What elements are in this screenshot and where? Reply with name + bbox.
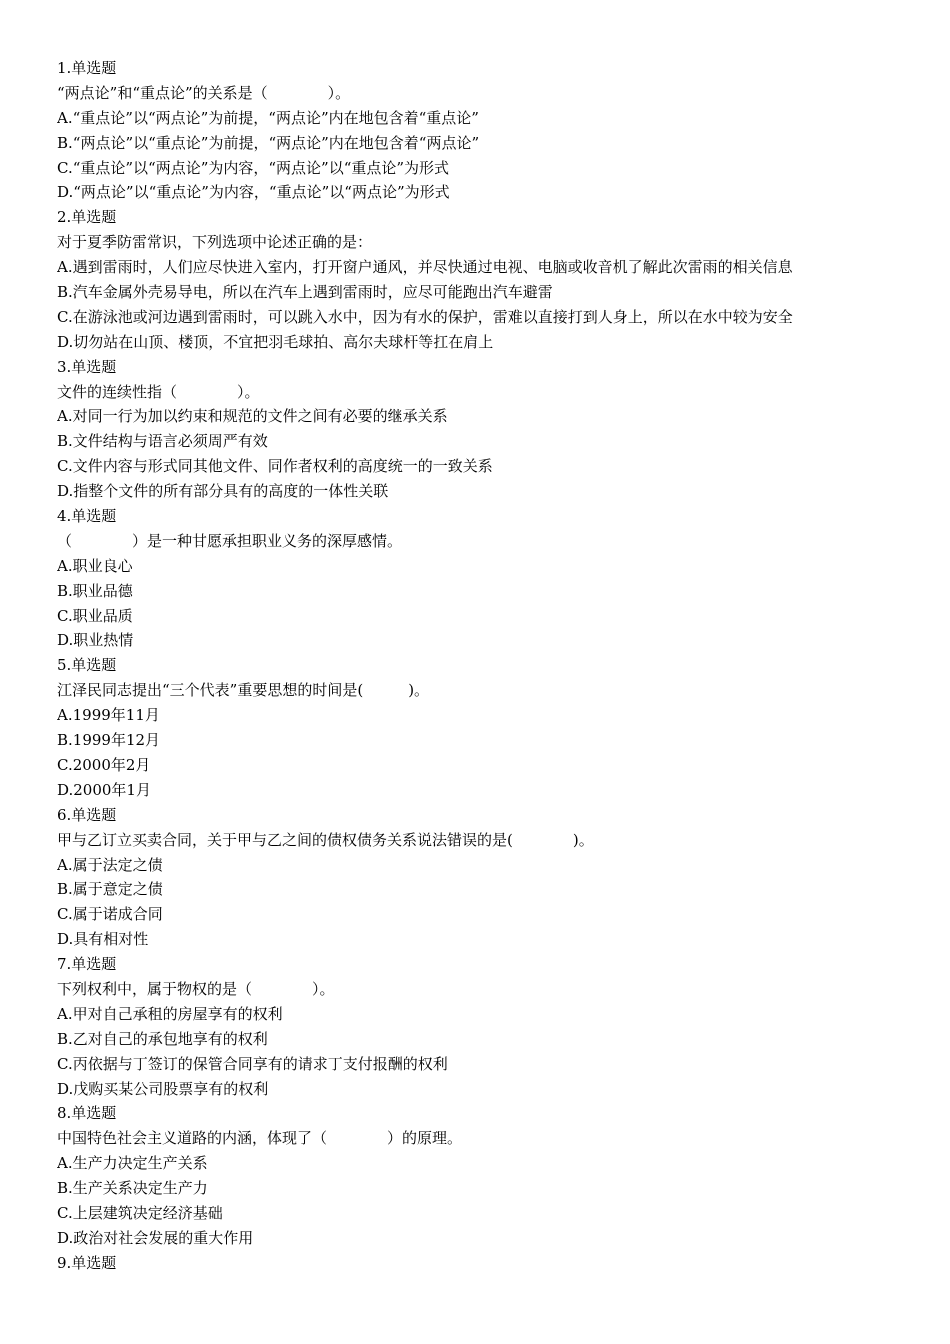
question-9 — [57, 1251, 907, 1276]
option-a: A.甲对自己承租的房屋享有的权利 — [57, 1004, 283, 1023]
question-header: 7.单选题 — [57, 955, 117, 974]
question-7 — [57, 952, 907, 1101]
option-d: D.政治对社会发展的重大作用 — [57, 1228, 254, 1247]
question-stem: 甲与乙订立买卖合同，关于甲与乙之间的债权债务关系说法错误的是( )。 — [57, 830, 594, 849]
option-a: A.1999年11月 — [57, 706, 160, 725]
option-b: B.1999年12月 — [57, 731, 161, 750]
question-header: 5.单选题 — [57, 656, 117, 675]
option-d: D.2000年1月 — [57, 780, 151, 799]
option-b: B.职业品德 — [57, 581, 133, 600]
question-document — [57, 56, 907, 1276]
option-c: C.“重点论”以“两点论”为内容，“两点论”以“重点论”为形式 — [57, 158, 450, 177]
question-stem: 中国特色社会主义道路的内涵，体现了（ ）的原理。 — [57, 1129, 463, 1148]
question-stem: “两点论”和“重点论”的关系是（ ）。 — [57, 83, 351, 102]
option-b: B.汽车金属外壳易导电，所以在汽车上遇到雷雨时，应尽可能跑出汽车避雷 — [57, 283, 553, 302]
option-d: D.切勿站在山顶、楼顶，不宜把羽毛球拍、高尔夫球杆等扛在肩上 — [57, 332, 494, 351]
option-d: D.戊购买某公司股票享有的权利 — [57, 1079, 269, 1098]
option-b: B.乙对自己的承包地享有的权利 — [57, 1029, 268, 1048]
option-d: D.指整个文件的所有部分具有的高度的一体性关联 — [57, 482, 389, 501]
option-b: B.文件结构与语言必须周严有效 — [57, 432, 268, 451]
question-header: 3.单选题 — [57, 357, 117, 376]
question-header: 4.单选题 — [57, 507, 117, 526]
option-a: A.遇到雷雨时，人们应尽快进入室内，打开窗户通风，并尽快通过电视、电脑或收音机了解此次雷雨的相关信息 — [57, 258, 793, 277]
option-c: C.属于诺成合同 — [57, 905, 163, 924]
question-stem: 文件的连续性指（ ）。 — [57, 382, 260, 401]
option-c: C.上层建筑决定经济基础 — [57, 1203, 223, 1222]
question-header: 8.单选题 — [57, 1104, 117, 1123]
option-b: B.生产关系决定生产力 — [57, 1179, 208, 1198]
option-a: A.对同一行为加以约束和规范的文件之间有必要的继承关系 — [57, 407, 448, 426]
option-b: B.属于意定之债 — [57, 880, 163, 899]
question-3 — [57, 355, 907, 504]
question-stem: 对于夏季防雷常识，下列选项中论述正确的是： — [57, 233, 373, 252]
question-2 — [57, 205, 907, 354]
question-header: 1.单选题 — [57, 59, 117, 77]
option-b: B.“两点论”以“重点论”为前提，“两点论”内在地包含着“两点论” — [57, 133, 480, 152]
option-c: C.在游泳池或河边遇到雷雨时，可以跳入水中，因为有水的保护，雷难以直接打到人身上，所以在水中较为安全 — [57, 307, 793, 326]
question-1 — [57, 56, 907, 205]
question-header: 9.单选题 — [57, 1253, 117, 1272]
question-stem: 下列权利中，属于物权的是（ ）。 — [57, 979, 335, 998]
question-stem: （ ）是一种甘愿承担职业义务的深厚感情。 — [57, 531, 403, 550]
option-a: A.生产力决定生产关系 — [57, 1154, 208, 1173]
option-d: D.“两点论”以“重点论”为内容，“重点论”以“两点论”为形式 — [57, 183, 450, 202]
option-d: D.职业热情 — [57, 631, 134, 650]
option-a: A.“重点论”以“两点论”为前提，“两点论”内在地包含着“重点论” — [57, 108, 479, 127]
question-header: 2.单选题 — [57, 208, 117, 227]
option-a: A.属于法定之债 — [57, 855, 163, 874]
question-5 — [57, 653, 907, 802]
option-c: C.2000年2月 — [57, 755, 151, 774]
question-6 — [57, 803, 907, 952]
option-c: C.职业品质 — [57, 606, 133, 625]
option-d: D.具有相对性 — [57, 930, 149, 949]
question-stem: 江泽民同志提出“三个代表”重要思想的时间是( )。 — [57, 681, 430, 700]
question-header: 6.单选题 — [57, 805, 117, 824]
option-a: A.职业良心 — [57, 556, 133, 575]
option-c: C.文件内容与形式同其他文件、同作者权利的高度统一的一致关系 — [57, 457, 493, 476]
option-c: C.丙依据与丁签订的保管合同享有的请求丁支付报酬的权利 — [57, 1054, 448, 1073]
question-4 — [57, 504, 907, 653]
question-8 — [57, 1101, 907, 1250]
